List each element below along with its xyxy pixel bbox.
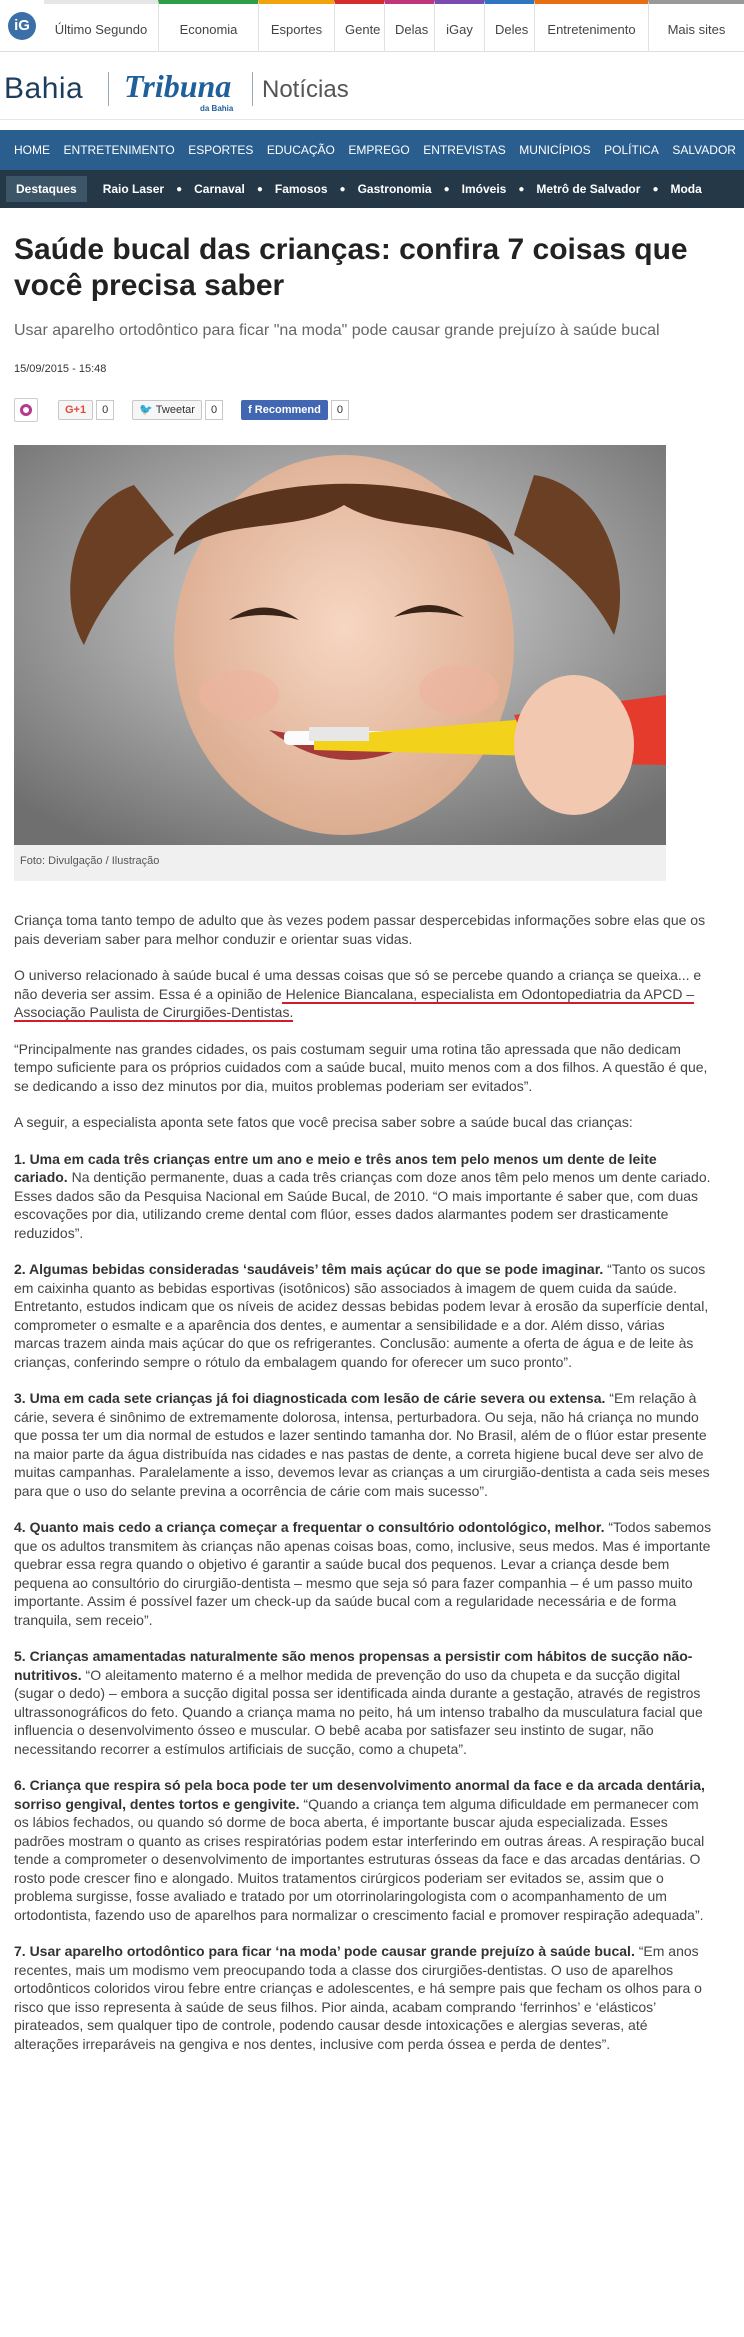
facebook-recommend-button[interactable] [241, 400, 328, 420]
highlight-item[interactable]: Famosos [274, 182, 328, 196]
nav-item-entrevistas[interactable]: ENTREVISTAS [423, 143, 506, 157]
article-figure [14, 445, 666, 881]
twitter-bird-icon: 🐦 [139, 404, 153, 416]
newspaper-logo-sub: da Bahia [200, 104, 234, 113]
fact-item [14, 1776, 714, 1924]
highlights-tag: Destaques [6, 176, 87, 202]
fact-text: “Em relação à cárie, severa é sinônimo de extremamente dolorosa, intensa, perturbadora. Ou seja, não há criança no mundo que possa ter um dia normal de estudos e lazer sentindo tamanha dor. No Brasil, além de o flúor estar presente na maior parte da água distribuída nas cidades e nas pastas de dente, a correta higiene bucal deve ser alvo de muitas campanhas. Paralelamente a isso, devemos levar as crianças a um cirurgião-dentista a cada seis meses para que o uso do selante previna a ocorrência de cárie com mais sucesso”. [14, 1390, 710, 1499]
fact-item [14, 1518, 714, 1629]
fact-item [14, 1150, 714, 1243]
highlight-item[interactable]: Moda [670, 182, 702, 196]
paragraph-text: O universo relacionado à saúde bucal é uma dessas coisas que só se percebe quando a criança se queixa... e não deveria ser assim. Essa é a opinião de [14, 967, 702, 1002]
bullet-icon: ● [652, 183, 659, 195]
network-link-entretenimento[interactable]: Entretenimento [534, 0, 648, 52]
article-photo [14, 445, 666, 845]
facebook-icon: f [248, 404, 252, 416]
child-brushing-teeth-image [14, 445, 666, 845]
region-name[interactable]: Bahia [4, 72, 84, 105]
article [0, 232, 744, 2053]
highlight-item[interactable]: Metrô de Salvador [536, 182, 641, 196]
brand-divider [252, 72, 253, 106]
network-bar [0, 0, 744, 52]
recommend-count: 0 [331, 400, 349, 420]
paragraph-intro: Criança toma tanto tempo de adulto que às vezes podem passar despercebidas informações sobre elas que os pais deveriam saber para melhor conduzir e orientar suas vidas. [14, 912, 706, 947]
newspaper-logo[interactable]: Tribuna [124, 68, 232, 104]
network-link-economia[interactable]: Economia [158, 0, 258, 52]
highlight-item[interactable]: Raio Laser [102, 182, 165, 196]
paragraph-lead: A seguir, a especialista aponta sete fatos que você precisa saber sobre a saúde bucal das crianças: [14, 1114, 633, 1130]
fact-text: “Quando a criança tem alguma dificuldade em permanecer com os lábios fechados, ou quando só dorme de boca aberta, é importante buscar ajuda especializada. Esses padrões mostram o quanto as crises respiratórias podem estar interferindo em outras áreas. A respiração bucal tende a comprometer o desenvolvimento de importantes estruturas ósseas da face e das arcadas dentárias. O rosto pode crescer fino e alongado. Muitos tratamentos cirúrgicos poderiam ser evitados se, assim que o problema surgisse, fosse avaliado e tratado por um otorrinolaringologista com o acompanhamento de um ortodontista, fazendo uso de aparelhos para normalizar o crescimento facial e promover respiração adequada”. [14, 1795, 705, 1923]
fact-text: “O aleitamento materno é a melhor medida de prevenção do uso da chupeta e da sucção digital (sugar o dedo) – embora a sucção digital possa ser identificada ainda durante a gestação, através de registros ultrassonográficos do feto. Quando a criança mama no peito, há um intenso trabalho da musculatura facial que influencia o desenvolvimento ósseo e muscular. O bebê acaba por satisfazer seu instinto de sugar, não necessitando recorrer a estímulos artificiais de sucção, como a chupeta”. [14, 1666, 703, 1757]
tweet-count: 0 [205, 400, 223, 420]
nav-item-educacao[interactable]: EDUCAÇÃO [266, 143, 335, 157]
network-link-mais-sites[interactable]: Mais sites [648, 0, 744, 52]
nav-item-politica[interactable]: POLÍTICA [604, 143, 659, 157]
fact-heading: 6. Criança que respira só pela boca pode ter um desenvolvimento anormal da face e da arcada dentária, sorriso gengival, dentes tortos e gengivite. [14, 1777, 705, 1812]
fact-item [14, 1942, 714, 2053]
fact-item [14, 1389, 714, 1500]
network-link-ultimo-segundo[interactable]: Último Segundo [44, 0, 158, 52]
network-link-gente[interactable]: Gente [334, 0, 384, 52]
network-link-delas[interactable]: Delas [384, 0, 434, 52]
fact-heading: 7. Usar aparelho ortodôntico para ficar ‘na moda’ pode causar grande prejuízo à saúde bucal. [14, 1943, 635, 1959]
ig-logo-icon[interactable]: iG [8, 12, 36, 40]
network-links [44, 0, 744, 52]
fact-heading: 1. Uma em cada três crianças entre um ano e meio e três anos tem pelo menos um dente de leite cariado. [14, 1150, 657, 1185]
nav-item-salvador[interactable]: SALVADOR [672, 143, 736, 157]
bullet-icon: ● [256, 183, 263, 195]
fact-text: “Tanto os sucos em caixinha quanto as bebidas esportivas (isotônicos) são associados à imagem de quem cuida da saúde. Entretanto, estudos indicam que os níveis de acidez dessas bebidas podem levar à erosão da superfície dental, comprometer o esmalte e a aparência dos dentes, e aumentar a sensibilidade e a dor. Além disso, várias marcas trazem ainda mais açúcar do que os refrigerantes. Conclusão: aumente a oferta de água e de leite às crianças, conferindo sempre o rótulo da embalagem quando for oferecer um suco pronto”. [14, 1261, 709, 1370]
fact-heading: 3. Uma em cada sete crianças já foi diagnosticada com lesão de cárie severa ou extensa. [14, 1390, 606, 1406]
fact-text: Na dentição permanente, duas a cada três crianças com doze anos têm pelo menos um dente cariado. Esses dados são da Pesquisa Nacional em Saúde Bucal, de 2010. “O mais importante é saber que, com duas escovações por dia, utilizando creme dental com flúor, esses dados alarmantes podem ser drasticamente reduzidos”. [14, 1169, 711, 1241]
share-o-icon[interactable] [14, 398, 38, 422]
brand-divider [108, 72, 109, 106]
paragraph-opinion [14, 966, 714, 1022]
fact-item [14, 1260, 714, 1371]
nav-item-home[interactable]: HOME [14, 143, 50, 157]
fact-heading: 4. Quanto mais cedo a criança começar a frequentar o consultório odontológico, melhor. [14, 1519, 605, 1535]
paragraph-quote: “Principalmente nas grandes cidades, os pais costumam seguir uma rotina tão apressada que não dedicam tempo suficiente para os próprios cuidados com a saúde bucal, muito menos com a dos filhos. A questão é que, se dedicando a isso dez minutos por dia, muitos problemas poderiam ser evitados”. [14, 1040, 708, 1094]
article-title: Saúde bucal das crianças: confira 7 coisas que você precisa saber [14, 233, 688, 302]
bullet-icon: ● [518, 183, 525, 195]
fact-heading: 2. Algumas bebidas consideradas ‘saudáveis’ têm mais açúcar do que se pode imaginar. [14, 1261, 604, 1277]
network-link-deles[interactable]: Deles [484, 0, 534, 52]
nav-item-emprego[interactable]: EMPREGO [348, 143, 410, 157]
share-bar [14, 397, 730, 423]
specialist-link[interactable]: Helenice Biancalana, especialista em Odontopediatria da APCD –Associação Paulista de Cirurgiões-Dentistas. [14, 985, 695, 1020]
section-name[interactable]: Notícias [262, 76, 349, 103]
fact-text: “Em anos recentes, mais um modismo vem preocupando toda a classe dos cirurgiões-dentistas. O uso de aparelhos ortodônticos coloridos virou febre entre crianças e adolescentes, e há sempre pais que fecham os olhos para o risco que isso representa à saúde de seus filhos. Pior ainda, acabam comprando ‘ferrinhos’ e ‘elásticos’ pirateados, sem qualquer tipo de controle, podendo causar desde intoxicações e alergias severas, até alterações irreparáveis na gengiva e nos dentes, inclusive com perda óssea e perda de dentes”. [14, 1943, 702, 2052]
tweet-label: Tweetar [155, 404, 195, 416]
main-nav [0, 130, 744, 170]
highlight-item[interactable]: Imóveis [461, 182, 507, 196]
highlight-item[interactable]: Gastronomia [357, 182, 432, 196]
photo-caption: Foto: Divulgação / Ilustração [14, 845, 666, 881]
highlights-bar [0, 170, 744, 208]
recommend-label: Recommend [254, 404, 321, 416]
bullet-icon: ● [176, 183, 183, 195]
article-subtitle: Usar aparelho ortodôntico para ficar "na moda" pode causar grande prejuízo à saúde bucal [14, 322, 660, 339]
fact-text: “Todos sabemos que os adultos transmitem às crianças não apenas coisas boas, como, inclusive, seus medos. Mas é importante quebrar essa regra quando o objetivo é garantir a saúde bucal dos pequenos. Levar a criança desde bem pequena ao consultório do cirurgião-dentista – mesmo que seja só para fazer companhia – é um passo muito importante. Assim é possível fazer um check-up da saúde bucal com a regularidade necessária e de forma tranquila, sem receio”. [14, 1519, 712, 1628]
gplus-count: 0 [96, 400, 114, 420]
nav-item-municipios[interactable]: MUNICÍPIOS [519, 143, 591, 157]
network-link-igay[interactable]: iGay [434, 0, 484, 52]
highlight-item[interactable]: Carnaval [194, 182, 245, 196]
network-link-esportes[interactable]: Esportes [258, 0, 334, 52]
bullet-icon: ● [443, 183, 450, 195]
nav-item-esportes[interactable]: ESPORTES [188, 143, 254, 157]
site-header [0, 52, 744, 120]
tweet-button[interactable] [132, 400, 202, 420]
article-body [14, 911, 714, 2053]
bullet-icon: ● [339, 183, 346, 195]
nav-item-entretenimento[interactable]: ENTRETENIMENTO [63, 143, 175, 157]
fact-item [14, 1647, 714, 1758]
article-date: 15/09/2015 - 15:48 [14, 363, 107, 375]
gplus-button[interactable]: G+1 [58, 400, 93, 420]
fact-heading: 5. Crianças amamentadas naturalmente são menos propensas a persistir com hábitos de sucção não-nutritivos. [14, 1648, 693, 1683]
